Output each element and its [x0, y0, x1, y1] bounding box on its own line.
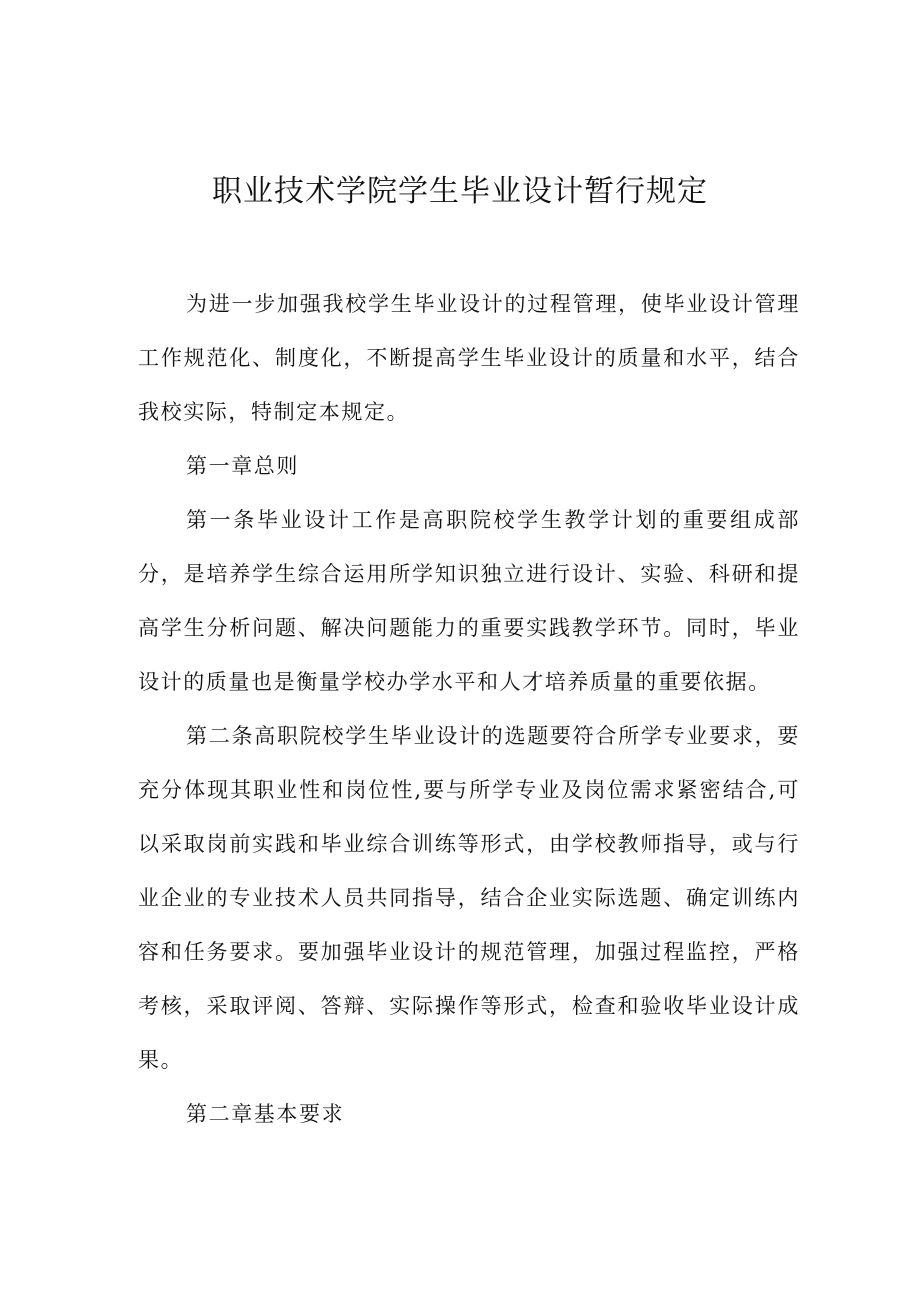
document-title: 职业技术学院学生毕业设计暂行规定	[212, 174, 708, 209]
article-2-paragraph: 第二条高职院校学生毕业设计的选题要符合所学专业要求，要充分体现其职业性和岗位性,要与所学专业及岗位需求紧密结合,可以采取岗前实践和毕业综合训练等形式，由学校教师指导，或与行业企业的专业技术人员共同指导，结合企业实际选题、确定训练内容和任务要求。要加强毕业设计的规范管理，加强过程监控，严格考核，采取评阅、答辩、实际操作等形式，检查和验收毕业设计成果。	[138, 724, 800, 1072]
document-body	[138, 277, 800, 1141]
article-1-paragraph: 第一条毕业设计工作是高职院校学生教学计划的重要组成部分，是培养学生综合运用所学知识独立进行设计、实验、科研和提高学生分析问题、解决问题能力的重要实践教学环节。同时，毕业设计的质量也是衡量学校办学水平和人才培养质量的重要依据。	[138, 508, 800, 694]
chapter-2-heading: 第二章基本要求	[186, 1102, 345, 1126]
intro-paragraph: 为进一步加强我校学生毕业设计的过程管理，使毕业设计管理工作规范化、制度化，不断提高学生毕业设计的质量和水平，结合我校实际，特制定本规定。	[138, 292, 800, 424]
chapter-1-heading: 第一章总则	[186, 454, 299, 478]
